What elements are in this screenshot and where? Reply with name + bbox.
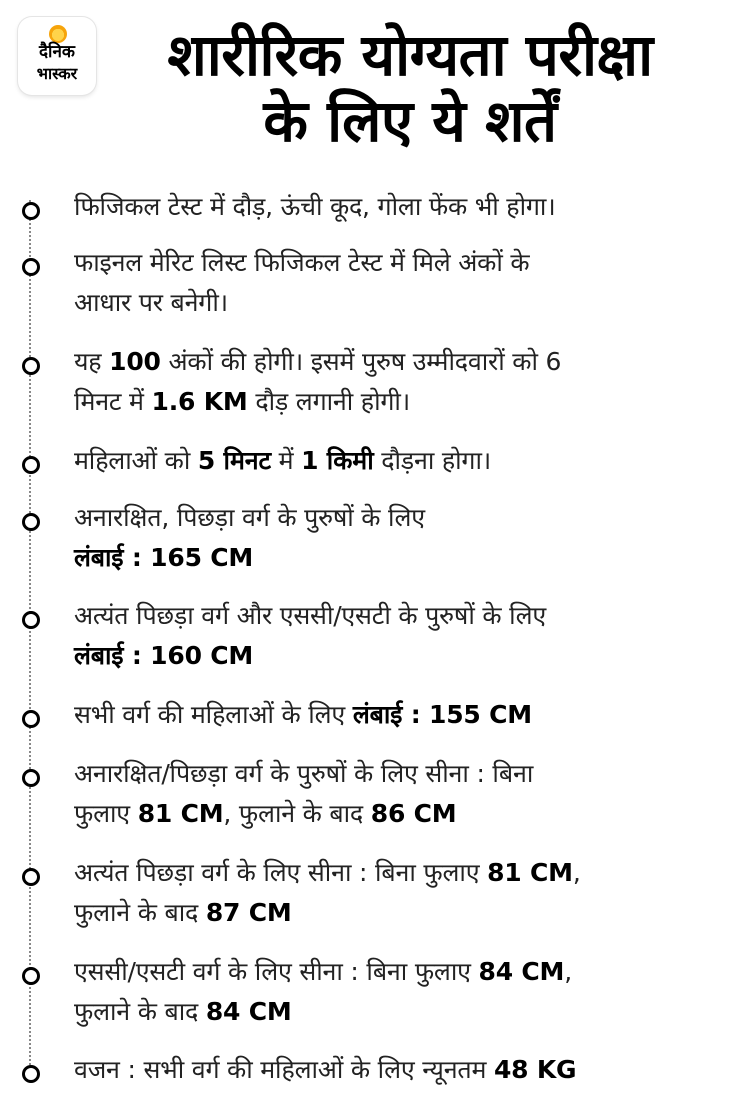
title-line2: के लिए ये शर्तें bbox=[263, 87, 557, 155]
list-item-text: वजन : सभी वर्ग की महिलाओं के लिए न्यूनतम 48 KG bbox=[74, 1055, 577, 1084]
bullet-icon bbox=[22, 868, 40, 886]
bullet-icon bbox=[22, 258, 40, 276]
list-item-text: महिलाओं को 5 मिनट में 1 किमी दौड़ना होगा। bbox=[74, 446, 492, 475]
list-item-text: सभी वर्ग की महिलाओं के लिए लंबाई : 155 CM bbox=[74, 700, 532, 729]
bullet-icon bbox=[22, 710, 40, 728]
timeline-dotted-line bbox=[29, 200, 31, 1080]
list-item-text: यह 100 अंकों की होगी। इसमें पुरुष उम्मीदवारों को 6 मिनट में 1.6 KM दौड़ लगानी होगी। bbox=[74, 347, 562, 416]
title-line1: शारीरिक योग्यता परीक्षा bbox=[167, 21, 653, 89]
bullet-icon bbox=[22, 1065, 40, 1083]
list-item-text: अनारक्षित/पिछड़ा वर्ग के पुरुषों के लिए सीना : बिना फुलाए 81 CM, फुलाने के बाद 86 CM bbox=[74, 759, 534, 828]
bullet-icon bbox=[22, 769, 40, 787]
list-item-text: फाइनल मेरिट लिस्ट फिजिकल टेस्ट में मिले अंकों के आधार पर बनेगी। bbox=[74, 248, 530, 317]
bullet-icon bbox=[22, 513, 40, 531]
list-item-text: फिजिकल टेस्ट में दौड़, ऊंची कूद, गोला फेंक भी होगा। bbox=[74, 192, 556, 221]
bullet-icon bbox=[22, 456, 40, 474]
list-item-text: अत्यंत पिछड़ा वर्ग और एससी/एसटी के पुरुषों के लिए लंबाई : 160 CM bbox=[74, 601, 546, 670]
list-item-text: एससी/एसटी वर्ग के लिए सीना : बिना फुलाए 84 CM, फुलाने के बाद 84 CM bbox=[74, 957, 572, 1026]
bullet-icon bbox=[22, 202, 40, 220]
bullet-icon bbox=[22, 611, 40, 629]
bullet-icon bbox=[22, 967, 40, 985]
list-item-text: अत्यंत पिछड़ा वर्ग के लिए सीना : बिना फुलाए 81 CM, फुलाने के बाद 87 CM bbox=[74, 858, 581, 927]
logo-text-line1: दैनिक bbox=[39, 42, 75, 62]
bullet-icon bbox=[22, 357, 40, 375]
logo-text-line2: भास्कर bbox=[36, 64, 78, 83]
list-item-text: अनारक्षित, पिछड़ा वर्ग के पुरुषों के लिए लंबाई : 165 CM bbox=[74, 503, 425, 572]
